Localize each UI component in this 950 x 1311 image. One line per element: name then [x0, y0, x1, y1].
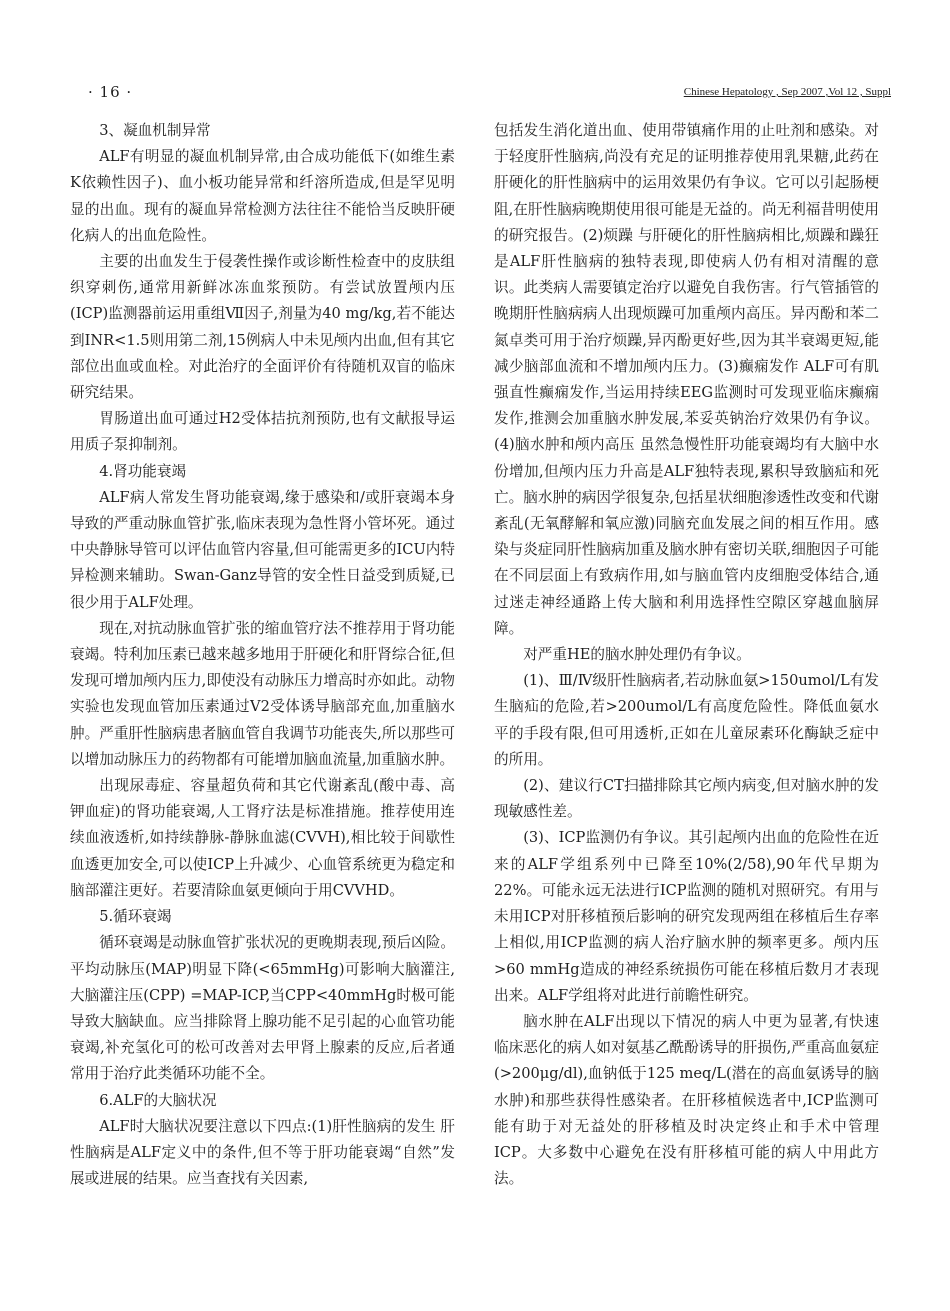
paragraph: (1)、Ⅲ/Ⅳ级肝性脑病者,若动脉血氨>150umol/L有发生脑疝的危险,若>200umol/L有高度危险性。降低血氨水平的手段有限,但可用透析,正如在儿童尿素环化酶缺乏症中的所用。	[494, 672, 879, 768]
paragraph: 现在,对抗动脉血管扩张的缩血管疗法不推荐用于肾功能衰竭。特利加压素已越来越多地用于肝硬化和肝肾综合征,但发现可增加颅内压力,即使没有动脉压力增高时亦如此。动物实验也发现血管加压素通过V2受体诱导脑部充血,加重脑水肿。严重肝性脑病患者脑血管自我调节功能丧失,所以那些可以增加动脉压力的药物都有可能增加脑血流量,加重脑水肿。	[70, 619, 455, 768]
paragraph: 主要的出血发生于侵袭性操作或诊断性检查中的皮肤组织穿刺伤,通常用新鲜冰冻血浆预防。有尝试放置颅内压(ICP)监测器前运用重组Ⅶ因子,剂量为40 mg/kg,若不能达到INR<1.5则用第二剂,15例病人中未见颅内出血,但有其它部位出血或血栓。对此治疗的全面评价有待随机双盲的临床研究结果。	[70, 253, 455, 402]
section-heading-circulatory-failure: 5.循环衰竭	[99, 908, 172, 926]
right-column	[494, 118, 879, 1192]
section-heading-brain-status: 6.ALF的大脑状况	[99, 1091, 217, 1109]
paragraph: 出现尿毒症、容量超负荷和其它代谢紊乱(酸中毒、高钾血症)的肾功能衰竭,人工肾疗法是标准措施。推荐使用连续血液透析,如持续静脉-静脉血滤(CVVH),相比较于间歇性血透更加安全,可以使ICP上升减少、心血管系统更为稳定和脑部灌注更好。若要清除血氨更倾向于用CVVHD。	[70, 777, 455, 899]
section-heading-renal-failure: 4.肾功能衰竭	[99, 462, 187, 480]
paragraph: (3)、ICP监测仍有争议。其引起颅内出血的危险性在近来的ALF学组系列中已降至10%(2/58),90年代早期为22%。可能永远无法进行ICP监测的随机对照研究。有用与未用ICP对肝移植预后影响的研究发现两组在移植后生存率上相似,用ICP监测的病人治疗脑水肿的频率更多。颅内压>60 mmHg造成的神经系统损伤可能在移植后数月才表现出来。ALF学组将对此进行前瞻性研究。	[494, 829, 879, 1004]
paragraph: ALF病人常发生肾功能衰竭,缘于感染和/或肝衰竭本身导致的严重动脉血管扩张,临床表现为急性肾小管坏死。通过中央静脉导管可以评估血管内容量,但可能需更多的ICU内特异检测来辅助。Swan-Ganz导管的安全性日益受到质疑,已很少用于ALF处理。	[70, 488, 455, 611]
paragraph-continued: 包括发生消化道出血、使用带镇痛作用的止吐剂和感染。对于轻度肝性脑病,尚没有充足的证明推荐使用乳果糖,此药在肝硬化的肝性脑病中的运用效果仍有争议。它可以引起肠梗阻,在肝性脑病晚期使用很可能是无益的。尚无利福昔明使用的研究报告。(2)烦躁 与肝硬化的肝性脑病相比,烦躁和躁狂是ALF肝性脑病的独特表现,即使病人仍有相对清醒的意识。此类病人需要镇定治疗以避免自我伤害。行气管插管的晚期肝性脑病病人出现烦躁可加重颅内高压。异丙酚和苯二氮卓类可用于治疗烦躁,异丙酚更好些,因为其半衰竭更短,能减少脑部血流和不增加颅内压力。(3)癫痫发作 ALF可有肌强直性癫痫发作,当运用持续EEG监测时可发现亚临床癫痫发作,推测会加重脑水肿发展,苯妥英钠治疗效果仍有争议。(4)脑水肿和颅内高压 虽然急慢性肝功能衰竭均有大脑中水份增加,但颅内压力升高是ALF独特表现,累积导致脑疝和死亡。脑水肿的病因学很复杂,包括星状细胞渗透性改变和代谢紊乱(无氧酵解和氧应激)同脑充血发展之间的相互作用。感染与炎症同肝性脑病加重及脑水肿有密切关联,细胞因子可能在不同层面上有致病作用,如与脑血管内皮细胞受体结合,通过迷走神经通路上传大脑和利用选择性空隙区穿越血脑屏障。	[494, 122, 879, 637]
section-heading-coagulation: 3、凝血机制异常	[99, 122, 211, 139]
paragraph: 循环衰竭是动脉血管扩张状况的更晚期表现,预后凶险。平均动脉压(MAP)明显下降(<65mmHg)可影响大脑灌注,大脑灌注压(CPP) =MAP-ICP,当CPP<40mmHg时极可能导致大脑缺血。应当排除肾上腺功能不足引起的心血管功能衰竭,补充氢化可的松可改善对去甲肾上腺素的反应,后者通常用于治疗此类循环功能不全。	[70, 934, 455, 1083]
left-column	[70, 118, 455, 1192]
paragraph: 对严重HE的脑水肿处理仍有争议。	[523, 646, 751, 664]
paragraph: 胃肠道出血可通过H2受体拮抗剂预防,也有文献报导运用质子泵抑制剂。	[70, 410, 455, 454]
paragraph: ALF有明显的凝血机制异常,由合成功能低下(如维生素K依赖性因子)、血小板功能异常和纤溶所造成,但是罕见明显的出血。现有的凝血异常检测方法往往不能恰当反映肝硬化病人的出血危险性。	[70, 148, 455, 244]
paragraph: 脑水肿在ALF出现以下情况的病人中更为显著,有快速临床恶化的病人如对氨基乙酰酚诱导的肝损伤,严重高血氨症(>200μg/dl),血钠低于125 meq/L(潜在的高血氨诱导的脑水肿)和那些获得性感染者。在肝移植候选者中,ICP监测可能有助于对无益处的肝移植及时决定终止和手术中管理ICP。大多数中心避免在没有肝移植可能的病人中用此方法。	[494, 1012, 879, 1188]
journal-header: Chinese Hepatology , Sep 2007 ,Vol 12 , Suppl	[683, 86, 891, 98]
page-number: · 16 ·	[88, 83, 133, 101]
paragraph: ALF时大脑状况要注意以下四点:(1)肝性脑病的发生 肝性脑病是ALF定义中的条件,但不等于肝功能衰竭“自然”发展或进展的结果。应当查找有关因素,	[70, 1117, 455, 1188]
paragraph: (2)、建议行CT扫描排除其它颅内病变,但对脑水肿的发现敏感性差。	[494, 777, 879, 821]
